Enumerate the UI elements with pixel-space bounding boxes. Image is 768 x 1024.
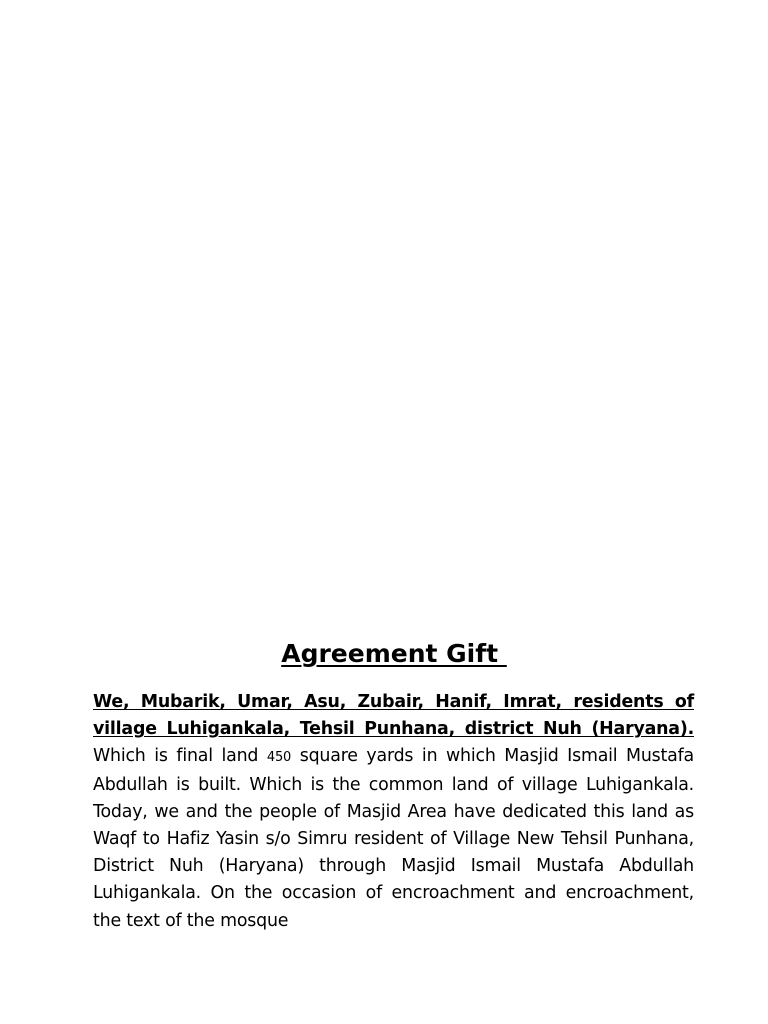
paragraph-text-after-number: square yards in which Masjid Ismail Mustafa Abdullah is built. Which is the common land of village Luhigankala. Today, we and the people of Masjid Area have dedicated this land as Waqf to Hafiz Yasin s/o Simru resident of Village New Tehsil Punhana, District Nuh (Haryana) through Masjid Ismail Mustafa Abdullah Luhigankala. On the occasion of encroachment and encroachment, the text of the mosque — [93, 746, 694, 931]
document-title: Agreement Gift — [281, 639, 507, 668]
paragraph-text-before-number: Which is final land — [93, 746, 267, 767]
document-paragraph — [93, 689, 694, 935]
area-number: 450 — [266, 750, 292, 766]
paragraph-lead-text: We, Mubarik, Umar, Asu, Zubair, Hanif, Imrat, residents of village Luhigankala, Tehsil Punhana, district Nuh (Haryana). — [93, 692, 694, 740]
